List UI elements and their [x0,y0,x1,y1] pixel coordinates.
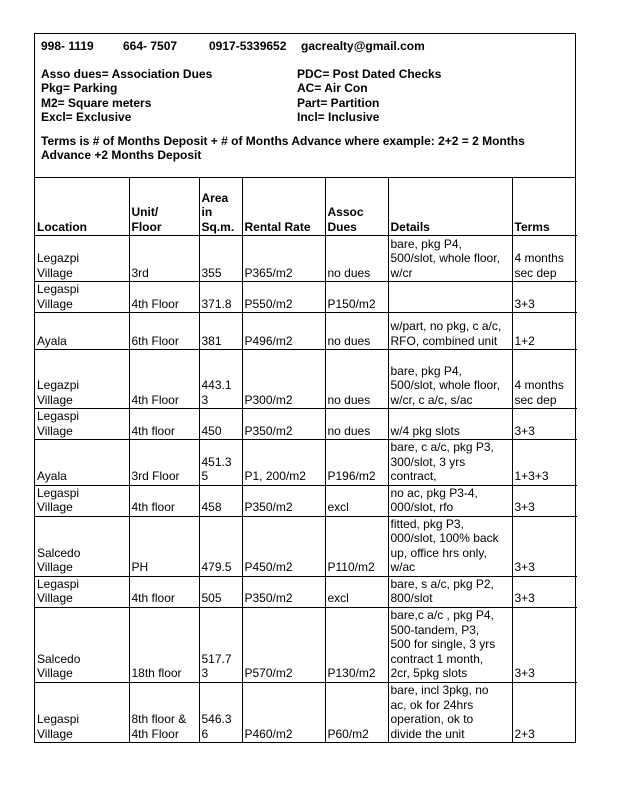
table-row [35,576,577,607]
cell-value: 2+3 [514,726,535,741]
cell-unit-floor [129,282,199,313]
cell-value: Salcedo Village [37,651,81,680]
cell-value: Salcedo Village [37,545,81,574]
cell-value: excl [327,591,349,605]
table-row [35,682,577,742]
header-block [35,34,575,178]
cell-value: 3+3 [514,296,535,311]
cell-rental-rate [242,440,325,486]
cell-assoc-dues [325,409,388,440]
column-header-assoc-dues [325,178,388,236]
legend-item: Part= Partition [297,95,380,110]
cell-location [35,440,129,486]
cell-assoc-dues [325,282,388,313]
cell-area [199,607,242,682]
cell-details [388,607,512,682]
cell-details [388,313,512,350]
legend-item: Incl= Inclusive [297,110,380,124]
cell-details [388,236,512,282]
table-row [35,485,577,516]
cell-value: no dues [327,392,371,407]
cell-value: 4th floor [131,423,175,438]
cell-value: P450/m2 [244,560,293,574]
cell-value: PH [131,560,149,574]
cell-area [199,516,242,576]
cell-value: 451.3 5 [201,454,232,483]
cell-details [388,282,512,313]
cell-value: 18th floor [131,666,182,680]
cell-assoc-dues [325,440,388,486]
cell-location [35,516,129,576]
cell-value: Legazpi Village [37,378,80,407]
cell-assoc-dues [325,576,388,607]
cell-assoc-dues [325,682,388,742]
cell-details [388,440,512,486]
cell-value: Legaspi Village [37,576,80,605]
cell-value: Legaspi Village [37,485,80,514]
cell-terms [512,313,577,350]
cell-assoc-dues [325,485,388,516]
rental-listing-sheet [34,33,576,743]
cell-location [35,409,129,440]
cell-value: P60/m2 [327,726,369,741]
cell-value: 3+3 [514,423,535,438]
column-header-rental-rate [242,178,325,236]
cell-value: no dues [327,423,371,438]
cell-value: bare, c a/c, pkg P3, 300/slot, 3 yrs contract, [390,440,494,483]
cell-terms [512,682,577,742]
cell-details [388,516,512,576]
cell-value: bare,c a/c , pkg P4, 500-tandem, P3, 500 for single, 3 yrs contract 1 month, 2cr, 5pkg slots [390,608,496,680]
cell-value: Legaspi Village [37,712,80,741]
cell-area [199,576,242,607]
cell-value: 4th Floor [131,392,179,407]
cell-value: 1+3+3 [514,469,549,483]
cell-unit-floor [129,350,199,409]
table-row [35,516,577,576]
cell-location [35,485,129,516]
cell-assoc-dues [325,350,388,409]
cell-rental-rate [242,313,325,350]
cell-value: 355 [201,265,222,280]
cell-area [199,409,242,440]
cell-terms [512,576,577,607]
cell-unit-floor [129,607,199,682]
cell-value: bare, incl 3pkg, no ac, ok for 24hrs operation, ok to divide the unit [390,683,489,741]
cell-value: P1, 200/m2 [244,469,306,483]
legend-item: Asso dues= Association Dues [41,66,213,81]
cell-value: 3+3 [514,591,535,605]
cell-terms [512,409,577,440]
cell-details [388,576,512,607]
cell-area [199,682,242,742]
cell-rental-rate [242,682,325,742]
cell-rental-rate [242,576,325,607]
legend-item: Pkg= Parking [41,81,118,95]
cell-terms [512,236,577,282]
abbreviation-legend [41,67,569,125]
cell-value: no dues [327,333,371,348]
cell-details [388,485,512,516]
cell-value: 4th floor [131,591,175,605]
cell-unit-floor [129,682,199,742]
cell-unit-floor [129,313,199,350]
cell-value: excl [327,500,349,514]
cell-value: 546.3 6 [201,712,232,741]
cell-value: 3+3 [514,666,535,680]
table-row [35,282,577,313]
cell-value: bare, s a/c, pkg P2, 800/slot [390,576,494,605]
cell-value: P570/m2 [244,666,293,680]
cell-value: 1+2 [514,333,535,348]
cell-value: P350/m2 [244,500,293,514]
cell-terms [512,516,577,576]
cell-value: P365/m2 [244,265,293,280]
cell-area [199,282,242,313]
contact-line [41,39,569,54]
cell-value: 458 [201,500,222,514]
column-header-label: Details [390,219,430,234]
cell-value: 3rd Floor [131,469,180,483]
cell-value: Legazpi Village [37,251,80,280]
cell-value: 4 months sec dep [514,378,564,407]
legend-item: AC= Air Con [297,81,368,95]
legend-item: Excl= Exclusive [41,110,132,124]
cell-value: 443.1 3 [201,378,232,407]
cell-value: P150/m2 [327,296,376,311]
cell-value: w/part, no pkg, c a/c, RFO, combined unit [390,319,502,348]
cell-terms [512,607,577,682]
cell-value: P496/m2 [244,333,293,348]
cell-value: 4th Floor [131,296,179,311]
cell-location [35,313,129,350]
table-row [35,236,577,282]
cell-value: P130/m2 [327,666,376,680]
cell-value: no dues [327,265,371,280]
cell-area [199,350,242,409]
column-header-label: Area in Sq.m. [201,190,235,234]
cell-location [35,282,129,313]
cell-area [199,485,242,516]
cell-assoc-dues [325,516,388,576]
cell-details [388,409,512,440]
cell-value: P350/m2 [244,591,293,605]
cell-location [35,607,129,682]
cell-assoc-dues [325,313,388,350]
column-header-location [35,178,129,236]
cell-details [388,682,512,742]
column-header-label: Location [37,219,87,234]
cell-value: w/4 pkg slots [390,423,460,438]
cell-value: P196/m2 [327,469,376,483]
cell-location [35,350,129,409]
cell-location [35,682,129,742]
legend-item: M2= Square meters [41,95,152,110]
column-header-area [199,178,242,236]
cell-value: Legaspi Village [37,282,80,311]
cell-rental-rate [242,409,325,440]
email-address: gacrealty@gmail.com [301,39,425,53]
cell-value: 6th Floor [131,333,179,348]
column-header-label: Terms [514,219,550,234]
cell-value: Legaspi Village [37,409,80,438]
table-row [35,313,577,350]
cell-rental-rate [242,516,325,576]
cell-value: bare, pkg P4, 500/slot, whole floor, w/cr, c a/c, s/ac [390,363,500,407]
cell-location [35,576,129,607]
table-row [35,350,577,409]
cell-rental-rate [242,350,325,409]
cell-value: 8th floor & 4th Floor [131,712,187,741]
cell-unit-floor [129,576,199,607]
cell-value: no ac, pkg P3-4, 000/slot, rfo [390,485,478,514]
cell-value: P110/m2 [327,560,375,574]
cell-unit-floor [129,409,199,440]
legend-item: PDC= Post Dated Checks [297,66,442,81]
cell-value: bare, pkg P4, 500/slot, whole floor, w/cr [390,236,500,280]
listing-table [35,178,577,743]
column-header-label: Rental Rate [244,219,311,234]
cell-terms [512,440,577,486]
cell-area [199,440,242,486]
cell-value: 450 [201,423,222,438]
cell-rental-rate [242,282,325,313]
cell-value: 517.7 3 [201,651,232,680]
cell-rental-rate [242,236,325,282]
cell-assoc-dues [325,607,388,682]
cell-value: 4 months sec dep [514,251,564,280]
column-header-label: Assoc Dues [327,205,364,234]
cell-unit-floor [129,485,199,516]
cell-value: P350/m2 [244,423,293,438]
cell-area [199,236,242,282]
cell-location [35,236,129,282]
cell-value: 3rd [131,265,149,280]
mobile-phone: 0917-5339652 [209,39,287,53]
column-header-unit-floor [129,178,199,236]
cell-value: 381 [201,333,222,348]
table-row [35,440,577,486]
cell-value: 371.8 [201,296,232,311]
cell-value: 4th floor [131,500,175,514]
cell-unit-floor [129,516,199,576]
terms-note: Terms is # of Months Deposit + # of Months Advance where example: 2+2 = 2 Months Advance +2 Months Deposit [41,133,525,162]
column-header-details [388,178,512,236]
phone-2: 664- 7507 [123,39,178,53]
column-header-terms [512,178,577,236]
cell-value: P300/m2 [244,392,293,407]
cell-terms [512,350,577,409]
table-header-row [35,178,577,236]
cell-value: Ayala [37,333,67,348]
cell-value: 479.5 [201,560,232,574]
cell-area [199,313,242,350]
cell-details [388,350,512,409]
table-row [35,607,577,682]
table-row [35,409,577,440]
cell-terms [512,282,577,313]
cell-unit-floor [129,236,199,282]
cell-value: 3+3 [514,560,535,574]
cell-unit-floor [129,440,199,486]
cell-value: P550/m2 [244,296,293,311]
column-header-label: Unit/ Floor [131,205,162,234]
cell-rental-rate [242,485,325,516]
cell-value: 505 [201,591,222,605]
cell-value: 3+3 [514,500,535,514]
cell-assoc-dues [325,236,388,282]
cell-value: fitted, pkg P3, 000/slot, 100% back up, office hrs only, w/ac [390,516,499,574]
cell-value: P460/m2 [244,726,293,741]
phone-1: 998- 1119 [41,39,94,53]
cell-value: Ayala [37,469,67,483]
cell-terms [512,485,577,516]
cell-rental-rate [242,607,325,682]
